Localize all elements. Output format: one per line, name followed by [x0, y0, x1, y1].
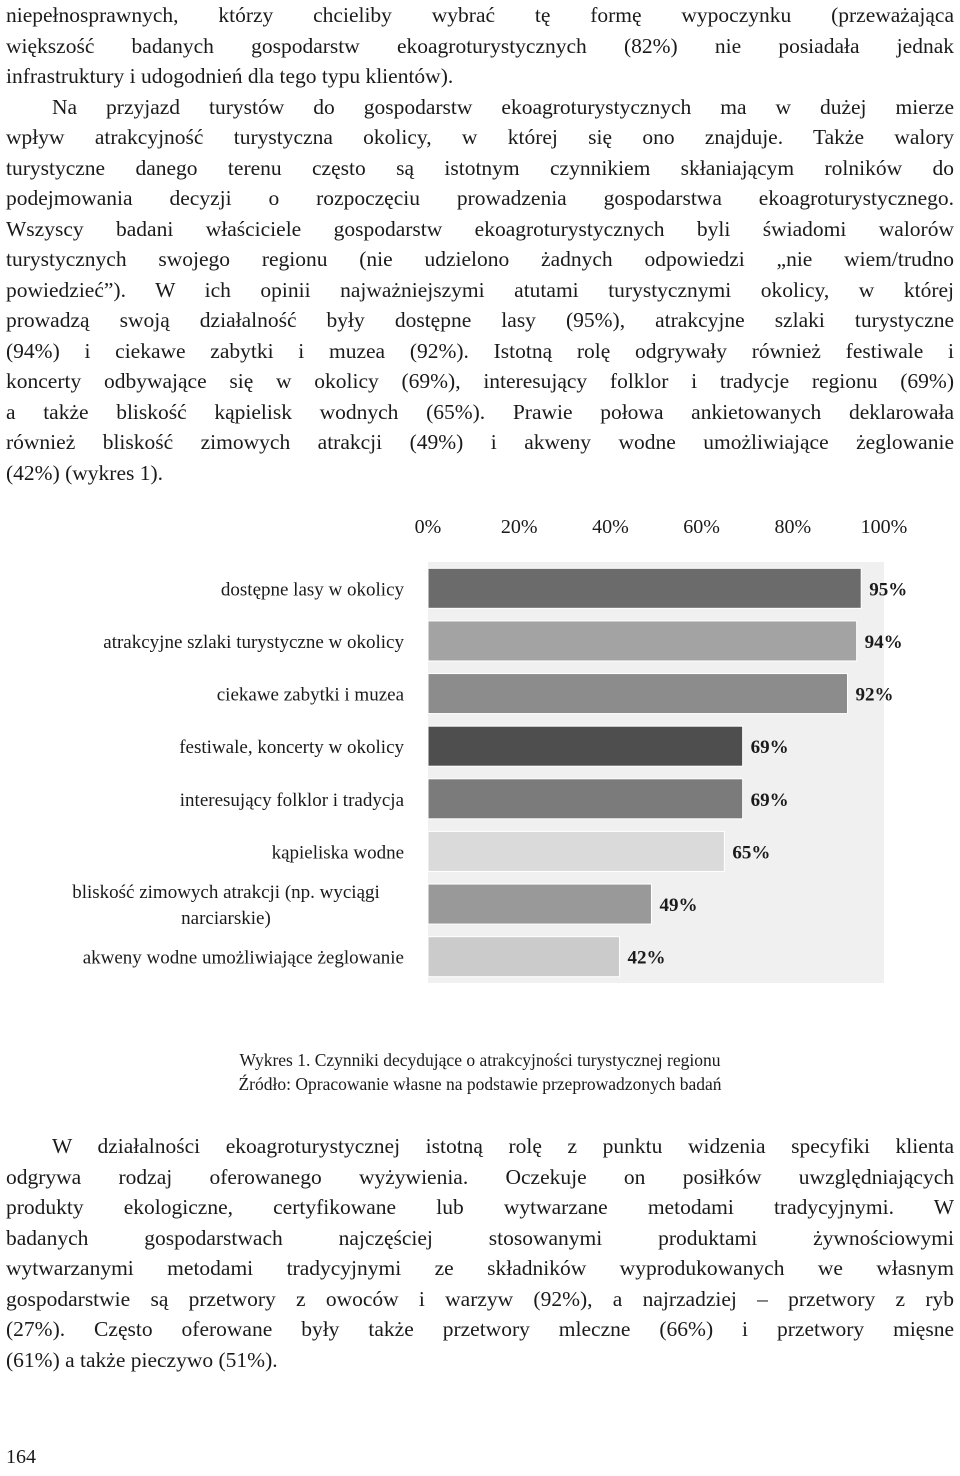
x-tick-label: 80%	[774, 516, 812, 538]
bar	[428, 831, 724, 871]
text-line: odgrywa rodzaj oferowanego wyżywienia. Oczekuje on posiłków uwzględniających	[6, 1164, 954, 1189]
bar	[428, 884, 651, 924]
category-label: kąpieliska wodne	[271, 842, 404, 864]
text-line: a także bliskość kąpielisk wodnych (65%). Prawie połowa ankietowanych deklarowała	[6, 399, 954, 424]
bar	[428, 779, 743, 819]
text-line: infrastruktury i udogodnień dla tego typu klientów).	[6, 64, 454, 88]
category-label: akweny wodne umożliwiające żeglowanie	[82, 947, 404, 969]
x-tick-label: 20%	[500, 516, 538, 538]
bar	[428, 726, 743, 766]
text-line: gospodarstwie są przetwory z owoców i warzyw (92%), a najrzadziej – przetwory z ryb	[6, 1286, 954, 1311]
bar	[428, 621, 857, 661]
data-label: 69%	[750, 737, 789, 759]
text-line: Na przyjazd turystów do gospodarstw ekoagroturystycznych ma w dużej mierze	[52, 94, 954, 119]
text-line: powiedzieć”). W ich opinii najważniejszymi atutami turystycznymi okolicy, w której	[6, 277, 954, 302]
category-label: ciekawe zabytki i muzea	[216, 684, 404, 706]
category-label: bliskość zimowych atrakcji (np. wyciągi	[72, 882, 380, 904]
data-label: 92%	[855, 684, 894, 706]
category-label: atrakcyjne szlaki turystyczne w okolicy	[103, 631, 404, 653]
text-line: wpływ atrakcyjność turystyczna okolicy, w której się ono znajduje. Także walory	[6, 125, 954, 149]
text-line: koncerty odbywające się w okolicy (69%), interesujący folklor i tradycje regionu (69%)	[6, 369, 954, 393]
text-line: (94%) i ciekawe zabytki i muzea (92%). Istotną rolę odgrywały również festiwale i	[6, 338, 954, 363]
x-tick-label: 60%	[683, 516, 720, 538]
text-line: podejmowania decyzji o rozpoczęciu prowadzenia gospodarstwa ekoagroturystycznego.	[6, 186, 954, 210]
text-line: (27%). Często oferowane były także przetwory mleczne (66%) i przetwory mięsne	[6, 1317, 954, 1341]
bar	[428, 937, 620, 977]
category-label: festiwale, koncerty w okolicy	[179, 737, 404, 759]
bar	[428, 674, 848, 714]
text-line: turystycznych swojego regionu (nie udzielono żadnych odpowiedzi „nie wiem/trudno	[6, 247, 954, 271]
data-label: 69%	[750, 789, 789, 811]
data-label: 95%	[869, 579, 908, 601]
x-tick-label: 0%	[414, 516, 442, 538]
figure-source: Źródło: Opracowanie własne na podstawie przeprowadzonych badań	[238, 1074, 722, 1094]
text-line: turystyczne danego terenu często są istotnym czynnikiem skłaniającym rolników do	[6, 155, 954, 180]
text-line: większość badanych gospodarstw ekoagroturystycznych (82%) nie posiadała jednak	[6, 33, 954, 58]
text-line: produkty ekologiczne, certyfikowane lub wytwarzane metodami tradycyjnymi. W	[6, 1195, 954, 1219]
text-line: W działalności ekoagroturystycznej istotną rolę z punktu widzenia specyfiki klienta	[52, 1134, 954, 1158]
category-label: dostępne lasy w okolicy	[220, 579, 404, 601]
data-label: 94%	[864, 631, 903, 653]
data-label: 42%	[627, 947, 666, 969]
data-label: 49%	[659, 895, 698, 917]
category-label: narciarskie)	[181, 908, 271, 930]
x-tick-label: 40%	[592, 516, 629, 538]
data-label: 65%	[732, 842, 771, 864]
body-paragraph-2	[6, 1131, 954, 1375]
bar-chart	[0, 500, 960, 1000]
text-line: (61%) a także pieczywo (51%).	[6, 1347, 278, 1372]
text-line: niepełnosprawnych, którzy chcieliby wybrać tę formę wypoczynku (przeważająca	[6, 3, 954, 27]
text-line: (42%) (wykres 1).	[6, 460, 164, 485]
page-number: 164	[6, 1446, 36, 1468]
category-label: interesujący folklor i tradycja	[179, 789, 404, 811]
x-tick-label: 100%	[860, 516, 908, 538]
figure-caption: Wykres 1. Czynniki decydujące o atrakcyjności turystycznej regionu	[239, 1050, 721, 1070]
text-line: badanych gospodarstwach najczęściej stosowanymi produktami żywnościowymi	[6, 1225, 954, 1250]
bar	[428, 568, 861, 608]
body-paragraph-1	[6, 0, 954, 488]
text-line: również bliskość zimowych atrakcji (49%) i akweny wodne umożliwiające żeglowanie	[6, 430, 954, 454]
text-line: Wszyscy badani właściciele gospodarstw ekoagroturystycznych byli świadomi walorów	[6, 216, 954, 241]
text-line: prowadzą swoją działalność były dostępne lasy (95%), atrakcyjne szlaki turystyczne	[6, 308, 954, 332]
text-line: wytwarzanymi metodami tradycyjnymi ze składników wyprodukowanych we własnym	[6, 1256, 954, 1280]
